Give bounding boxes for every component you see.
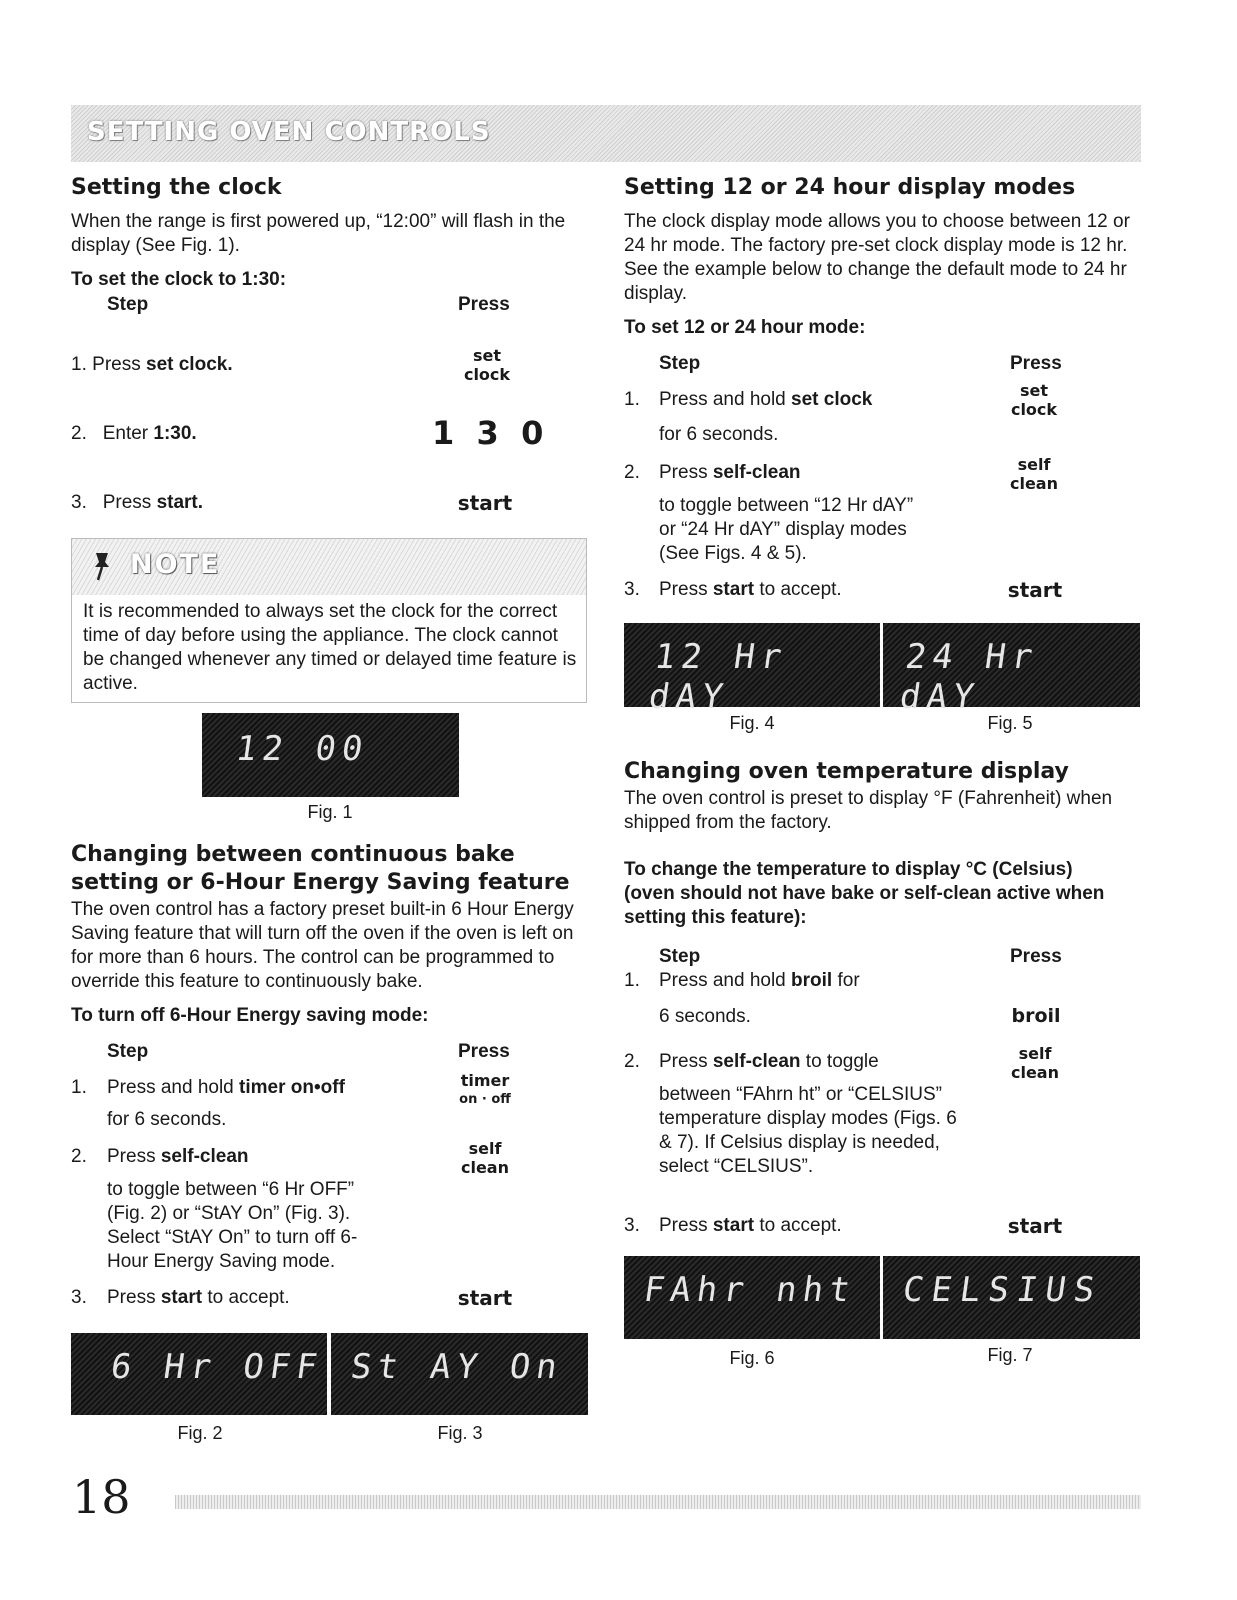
temp-step-1-post: 6 seconds. [659,1006,751,1027]
energy-subheading: To turn off 6-Hour Energy saving mode: [71,1005,429,1026]
clock-col-press: Press [458,294,510,315]
hour-step-2-num: 2. [624,462,640,483]
energy-heading-2: setting or 6-Hour Energy Saving feature [71,870,570,895]
pushpin-icon [90,551,114,581]
hour-step-1: Press and hold set clock [659,389,873,410]
fig5-caption: Fig. 5 [987,713,1033,733]
clock-heading: Setting the clock [71,175,282,200]
self-clean-key: self clean [460,1139,509,1177]
fig6-display: FAhr nht [624,1256,880,1339]
digit-keys-130: 1 3 0 [432,414,544,452]
temp-subheading: To change the temperature to display °C (Celsius) (oven should not have bake or self-clean active when setting this feature): [624,859,1105,928]
fig4-caption: Fig. 4 [729,713,775,733]
fig6-caption: Fig. 6 [729,1348,775,1368]
hour-col-step: Step [659,353,701,374]
section-banner [71,105,1141,162]
hour-step-2: Press self-clean [659,462,801,483]
energy-step-1-post: for 6 seconds. [107,1109,227,1130]
temp-step-3-num: 3. [624,1215,640,1236]
energy-step-2: Press self-clean [107,1146,249,1167]
fig3-caption: Fig. 3 [437,1423,483,1443]
note-title: NOTE [130,549,221,580]
set-clock-key: set clock [463,346,511,384]
clock-step-1: 1. Press set clock. [71,354,233,375]
energy-step-1-num: 1. [71,1077,87,1098]
energy-step-3: Press start to accept. [107,1287,290,1308]
clock-intro: When the range is first powered up, “12:00” will flash in the display (See Fig. 1). [71,211,566,256]
start-key: start [457,491,513,515]
fig3-display: St AY On [331,1333,588,1415]
clock-step-3: 3. Press start. [71,492,204,513]
note-header [72,539,586,595]
hour-col-press: Press [1010,353,1062,374]
set-clock-key-2: set clock [1010,381,1058,419]
fig7-caption: Fig. 7 [987,1345,1033,1365]
fig5-display: 24 Hr dAY [883,623,1140,707]
note-text: It is recommended to always set the clock for the correct time of day before using the appliance. The clock cannot be changed whenever any timed or delayed time feature is active. [83,601,577,694]
clock-col-step: Step [107,294,149,315]
hour-step-3: Press start to accept. [659,579,842,600]
broil-key: broil [1011,1005,1061,1027]
energy-step-2-num: 2. [71,1146,87,1167]
energy-step-2-post: to toggle between “6 Hr OFF” (Fig. 2) or “StAY On” (Fig. 3). Select “StAY On” to turn off 6-Hour Energy Saving mode. [107,1179,358,1272]
hour-heading: Setting 12 or 24 hour display modes [624,175,1076,200]
clock-subheading: To set the clock to 1:30: [71,269,287,290]
temp-step-2-num: 2. [624,1051,640,1072]
temp-step-2-post: between “FAhrn ht” or “CELSIUS” temperature display modes (Figs. 6 & 7). If Celsius display is needed, select “CELSIUS”. [659,1084,957,1177]
temp-step-2: Press self-clean to toggle [659,1051,879,1072]
note-box [71,538,587,703]
fig2-caption: Fig. 2 [177,1423,223,1443]
page-number: 18 [72,1470,131,1524]
temp-step-3: Press start to accept. [659,1215,842,1236]
hour-subheading: To set 12 or 24 hour mode: [624,317,866,338]
start-key-energy: start [457,1286,513,1310]
temp-col-press: Press [1010,946,1062,967]
fig1-display: 12 00 [202,713,459,797]
energy-col-step: Step [107,1041,149,1062]
hour-step-3-num: 3. [624,579,640,600]
self-clean-key-3: self clean [1010,1044,1059,1082]
start-key-hour: start [1007,578,1063,602]
banner-title: SETTING OVEN CONTROLS [87,117,491,147]
hour-step-1-num: 1. [624,389,640,410]
temp-heading: Changing oven temperature display [624,759,1069,784]
timer-on-off-key: timer on · off [459,1071,511,1107]
fig4-display: 12 Hr dAY [624,623,880,707]
temp-intro: The oven control is preset to display °F (Fahrenheit) when shipped from the factory. [624,788,1113,833]
self-clean-key-2: self clean [1009,455,1058,493]
clock-step-2: 2. Enter 1:30. [71,423,197,444]
energy-col-press: Press [458,1041,510,1062]
temp-step-1-num: 1. [624,970,640,991]
fig1-caption: Fig. 1 [307,802,353,822]
hour-step-2-post: to toggle between “12 Hr dAY” or “24 Hr dAY” display modes (See Figs. 4 & 5). [659,495,914,564]
temp-step-1: Press and hold broil for [659,970,860,991]
footer-rule [175,1495,1141,1509]
fig7-display: CELSIUS [883,1256,1140,1339]
fig2-display: 6 Hr OFF [71,1333,327,1415]
hour-intro: The clock display mode allows you to choose between 12 or 24 hr mode. The factory pre-set clock display mode is 12 hr. See the example below to change the default mode to 24 hr display. [624,211,1130,304]
hour-step-1-post: for 6 seconds. [659,424,779,445]
energy-heading-1: Changing between continuous bake [71,842,515,867]
energy-step-1: Press and hold timer on•off [107,1077,345,1098]
energy-intro: The oven control has a factory preset built-in 6 Hour Energy Saving feature that will turn off the oven if the oven is left on for more than 6 hours. The control can be programmed to override this feature to continuously bake. [71,899,574,992]
energy-step-3-num: 3. [71,1287,87,1308]
temp-col-step: Step [659,946,701,967]
start-key-temp: start [1007,1214,1063,1238]
